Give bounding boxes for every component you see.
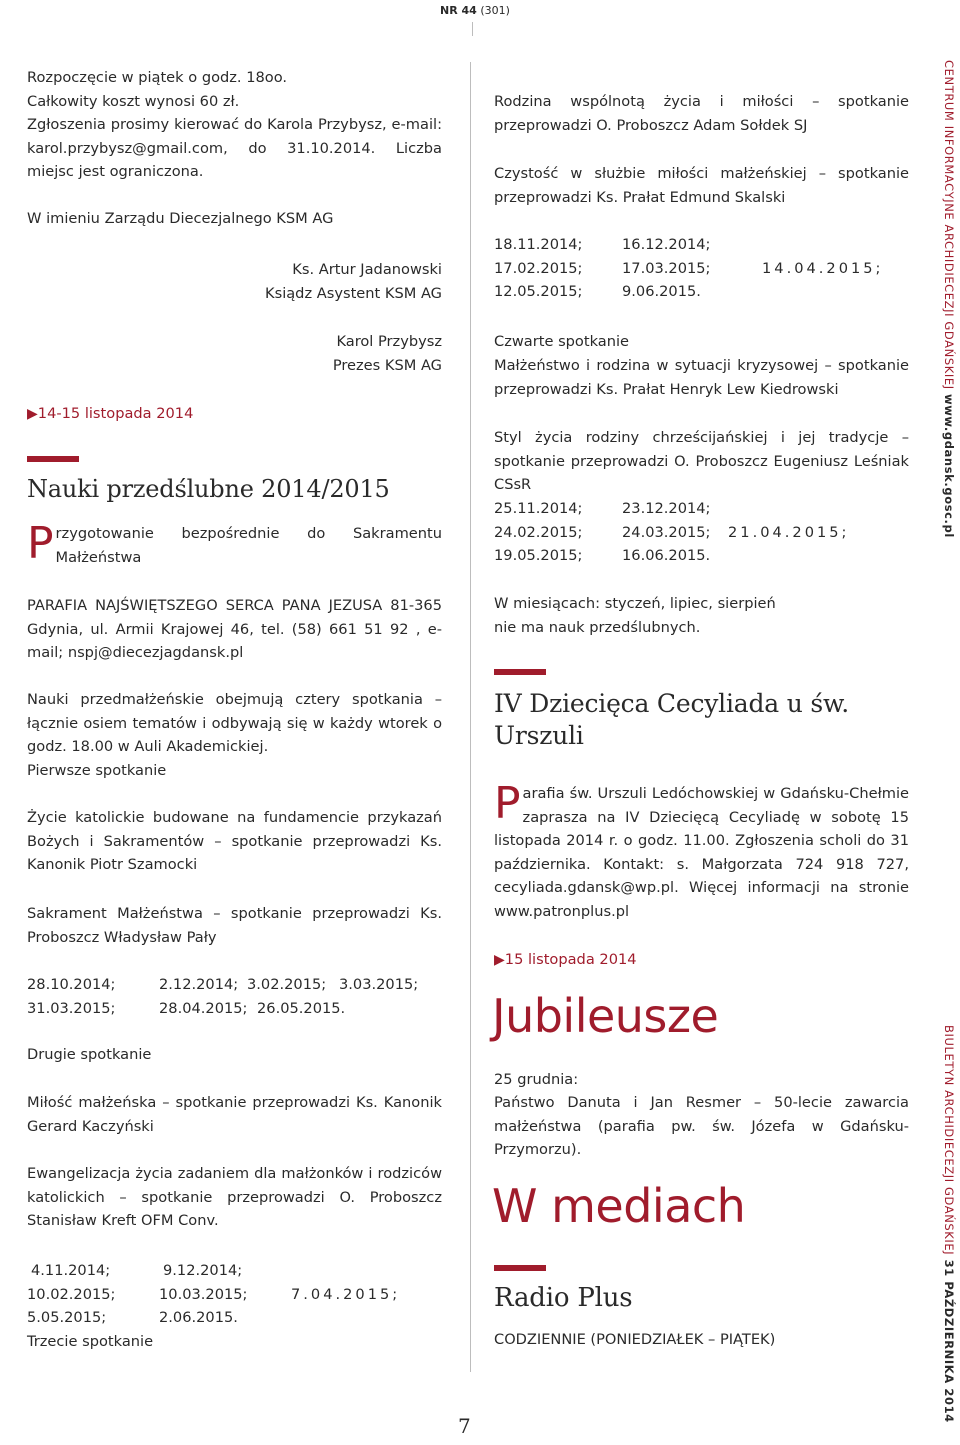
triangle-icon-2: ▶ (494, 952, 505, 968)
radio-title: Radio Plus (494, 1283, 633, 1313)
section-bar (27, 456, 79, 462)
intro-board: W imieniu Zarządu Diecezjalnego KSM AG (27, 209, 334, 227)
page-number: 7 (458, 1414, 471, 1438)
issue-number: NR 44 (301) (440, 4, 510, 17)
date-tag: ▶14-15 listopada 2014 (27, 405, 194, 422)
intro-line-cost: Całkowity koszt wynosi 60 zł. (27, 92, 240, 110)
dates-group-2: 4.11.2014; 9.12.2014; 10.02.2015; 10.03.2015; 7.04.2015; 5.05.2015; 2.06.2015. Trzecie spotkanie (27, 1259, 447, 1353)
dates-group-1: 28.10.2014; 2.12.2014; 3.02.2015; 3.03.2015; 31.03.2015; 28.04.2015; 26.05.2015. (27, 976, 419, 1017)
signature-chaplain-role: Ksiądz Asystent KSM AG (265, 284, 442, 302)
intro-registration: Zgłoszenia prosimy kierować do Karola Przybysz, e-mail: karol.przybysz@gmail.com, do 31.10.2014. Liczba miejsc jest ograniczona. (27, 116, 442, 180)
topic-7: Małżeństwo i rodzina w sytuacji kryzysowej – spotkanie przeprowadzi Ks. Prałat Henryk Lew Kiedrowski (494, 357, 909, 398)
intro-block (27, 66, 442, 230)
dates-group-3: 18.11.2014; 16.12.2014; 17.02.2015; 17.03.2015; 14.04.2015; 12.05.2015; 9.06.2015. (494, 236, 884, 300)
fourth-session-label: Czwarte spotkanie (494, 333, 630, 350)
topic-4: Ewangelizacja życia zadaniem dla małżonków i rodziców katolickich – spotkanie przeprowadzi O. Proboszcz Stanisław Kreft OFM Conv. (27, 1165, 442, 1229)
signature-president (230, 330, 442, 377)
date-tag-2: ▶15 listopada 2014 (494, 951, 637, 968)
side-label-top: CENTRUM INFORMACYJNE ARCHIDIECEZJI GDAŃSKIEJ www.gdansk.gosc.pl (942, 60, 956, 538)
signature-chaplain (230, 258, 442, 305)
parafia-address: PARAFIA NAJŚWIĘTSZEGO SERCA PANA JEZUSA 81-365 Gdynia, ul. Armii Krajowej 46, tel. (58) 661 51 92 , e-mail; nspj@diecezjagdansk.pl (27, 597, 442, 661)
cecyliada-body: Parafia św. Urszuli Ledóchowskiej w Gdańsku-Chełmie zaprasza na IV Dziecięcą Cecyliadę w sobotę 15 listopada 2014 r. o godz. 11.00. Zgłoszenia scholi do 31 października. Kontakt: s. Małgorzata 724 918 727, cecyliada.gdansk@wp.pl. Więcej informacji na stronie www.patronplus.pl (494, 778, 909, 920)
drop-cap: P (27, 518, 54, 569)
topic-8: Styl życia rodziny chrześcijańskiej i jej tradycje – spotkanie przeprowadzi O. Proboszcz Eugeniusz Leśniak CSsR (494, 429, 909, 493)
signature-president-name: Karol Przybysz (336, 333, 442, 350)
dates-group-4: 25.11.2014; 23.12.2014; 24.02.2015; 24.03.2015; 21.04.2015; 19.05.2015; 16.06.2015. (494, 500, 850, 564)
second-session-label: Drugie spotkanie (27, 1046, 152, 1063)
topic-3: Miłość małżeńska – spotkanie przeprowadzi Ks. Kanonik Gerard Kaczyński (27, 1094, 442, 1135)
drop-cap-2: P (494, 778, 521, 829)
site-url: www.gdansk.gosc.pl (942, 393, 956, 538)
intro-line-start: Rozpoczęcie w piątek o godz. 18oo. (27, 69, 288, 86)
jubilees-text: Państwo Danuta i Jan Resmer – 50-lecie zawarcia małżeństwa (parafia pw. św. Józefa w Gdańsku-Przymorzu). (494, 1094, 909, 1158)
media-title: W mediach (492, 1179, 746, 1233)
topic-1: Życie katolickie budowane na fundamencie przykazań Bożych i Sakramentów – spotkanie przeprowadzi Ks. Kanonik Piotr Szamocki (27, 809, 442, 873)
intro-sessions: Nauki przedmałżeńskie obejmują cztery spotkania – łącznie osiem tematów i odbywają się w każdy wtorek o godz. 18.00 w Auli Akademickiej. Pierwsze spotkanie (27, 688, 442, 782)
triangle-icon: ▶ (27, 406, 38, 422)
jubilees-date: 25 grudnia: (494, 1071, 579, 1088)
cecyliada-title: IV Dziecięca Cecyliada u św. Urszuli (494, 689, 849, 750)
section-bar-3 (494, 1265, 546, 1271)
signature-president-role: Prezes KSM AG (332, 356, 442, 374)
article-lead: Przygotowanie bezpośrednie do Sakramentu Małżeństwa (27, 518, 442, 569)
first-session-label: Pierwsze spotkanie (27, 761, 167, 779)
issue-date: 31 PAŹDZIERNIKA 2014 (942, 1259, 956, 1423)
header-rule (472, 22, 473, 36)
article-title: Nauki przedślubne 2014/2015 (27, 475, 390, 503)
jubilees-title: Jubileusze (492, 989, 719, 1043)
third-session-label: Trzecie spotkanie (27, 1332, 154, 1350)
signature-chaplain-name: Ks. Artur Jadanowski (292, 261, 442, 278)
topic-2: Sakrament Małżeństwa – spotkanie przeprowadzi Ks. Proboszcz Władysław Pały (27, 905, 442, 946)
topic-6: Czystość w służbie miłości małżeńskiej – spotkanie przeprowadzi Ks. Prałat Edmund Skalski (494, 165, 909, 206)
topic-5: Rodzina wspólnotą życia i miłości – spotkanie przeprowadzi O. Proboszcz Adam Sołdek SJ (494, 93, 909, 134)
side-label-bottom: BIULETYN ARCHIDIECEZJI GDAŃSKIEJ 31 PAŹDZIERNIKA 2014 (942, 1025, 956, 1423)
radio-subtitle: CODZIENNIE (PONIEDZIAŁEK – PIĄTEK) (494, 1331, 776, 1348)
section-bar-2 (494, 669, 546, 675)
no-classes-note: W miesiącach: styczeń, lipiec, sierpień nie ma nauk przedślubnych. (494, 595, 776, 636)
column-rule (470, 62, 471, 1372)
